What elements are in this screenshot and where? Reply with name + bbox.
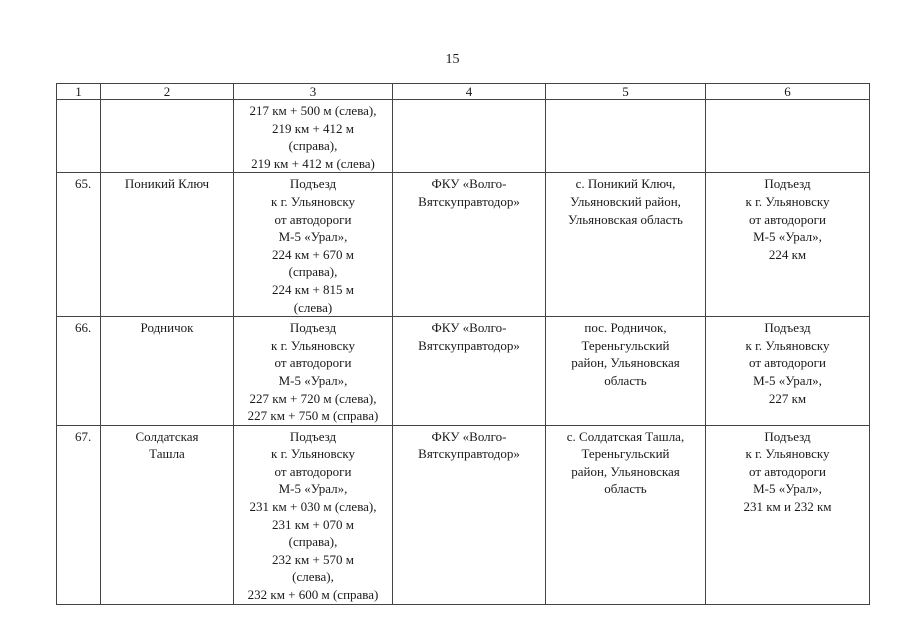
- data-table: [56, 83, 870, 605]
- settlement-name-cell: Солдатская Ташла: [101, 425, 234, 604]
- column-number-6: 6: [706, 84, 870, 100]
- column-number-3: 3: [234, 84, 393, 100]
- row-number-cell: [57, 100, 101, 173]
- location-cell: Подъезд к г. Ульяновску от автодороги М-5 «Урал», 227 км + 720 м (слева), 227 км + 750 м (справа): [234, 317, 393, 426]
- owner-cell: ФКУ «Волго- Вятскуправтодор»: [393, 173, 546, 317]
- road-cell: [706, 100, 870, 173]
- settlement-name-cell: [101, 100, 234, 173]
- location-cell: Подъезд к г. Ульяновску от автодороги М-5 «Урал», 231 км + 030 м (слева), 231 км + 070 м (справа), 232 км + 570 м (слева), 232 км + 600 м (справа): [234, 425, 393, 604]
- road-cell: Подъезд к г. Ульяновску от автодороги М-5 «Урал», 224 км: [706, 173, 870, 317]
- column-number-4: 4: [393, 84, 546, 100]
- address-cell: [546, 100, 706, 173]
- table-row: [57, 100, 870, 173]
- column-number-1: 1: [57, 84, 101, 100]
- table-row: [57, 173, 870, 317]
- address-cell: с. Поникий Ключ, Ульяновский район, Ульяновская область: [546, 173, 706, 317]
- settlement-name-cell: Родничок: [101, 317, 234, 426]
- page-number: 15: [445, 52, 460, 67]
- row-number-cell: 65.: [57, 173, 101, 317]
- location-cell: 217 км + 500 м (слева), 219 км + 412 м (справа), 219 км + 412 м (слева): [234, 100, 393, 173]
- road-cell: Подъезд к г. Ульяновску от автодороги М-5 «Урал», 227 км: [706, 317, 870, 426]
- table-header-row: [57, 84, 870, 100]
- table-row: [57, 425, 870, 604]
- settlement-name-cell: Поникий Ключ: [101, 173, 234, 317]
- table-row: [57, 317, 870, 426]
- road-cell: Подъезд к г. Ульяновску от автодороги М-5 «Урал», 231 км и 232 км: [706, 425, 870, 604]
- location-cell: Подъезд к г. Ульяновску от автодороги М-5 «Урал», 224 км + 670 м (справа), 224 км + 815 м (слева): [234, 173, 393, 317]
- owner-cell: [393, 100, 546, 173]
- address-cell: пос. Родничок, Тереньгульский район, Ульяновская область: [546, 317, 706, 426]
- owner-cell: ФКУ «Волго- Вятскуправтодор»: [393, 317, 546, 426]
- address-cell: с. Солдатская Ташла, Тереньгульский район, Ульяновская область: [546, 425, 706, 604]
- column-number-2: 2: [101, 84, 234, 100]
- row-number-cell: 67.: [57, 425, 101, 604]
- column-number-5: 5: [546, 84, 706, 100]
- row-number-cell: 66.: [57, 317, 101, 426]
- owner-cell: ФКУ «Волго- Вятскуправтодор»: [393, 425, 546, 604]
